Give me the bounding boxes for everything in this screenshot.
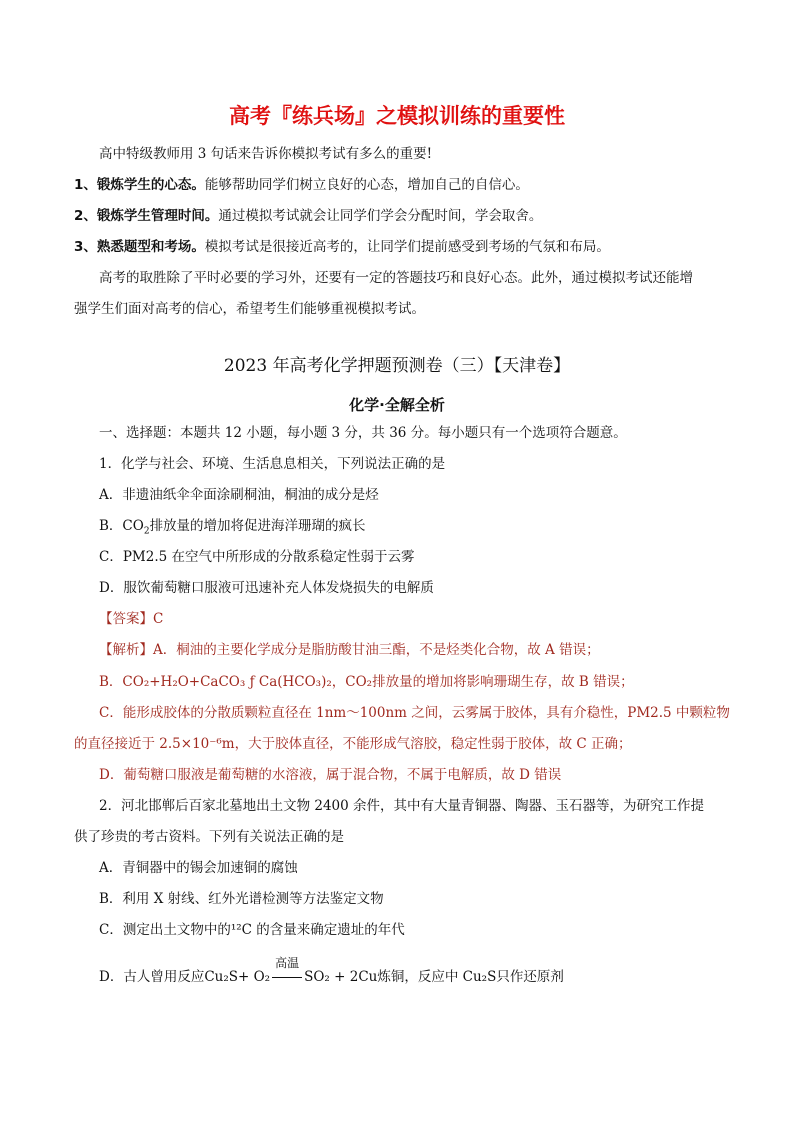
intro-point-2 [74, 206, 542, 226]
q1-answer-label: 【答案】 [99, 611, 153, 627]
q1-answer [99, 609, 163, 629]
q1-analysis-d: D．葡萄糖口服液是葡萄糖的水溶液，属于混合物，不属于电解质，故 D 错误 [99, 767, 562, 783]
q1-option-a: A．非遗油纸伞伞面涂刷桐油，桐油的成分是烃 [99, 487, 379, 503]
q1-stem: 1．化学与社会、环境、生活息息相关，下列说法正确的是 [99, 456, 446, 472]
intro-point-3-text: 模拟考试是很接近高考的，让同学们提前感受到考场的气氛和布局。 [204, 239, 610, 255]
q1-analysis-label: 【解析】 [99, 642, 153, 658]
reaction-condition: 高温 [275, 956, 300, 970]
intro-lead: 高中特级教师用 3 句话来告诉你模拟考试有多么的重要! [99, 146, 433, 162]
intro-point-3-head: 3、熟悉题型和考场。 [74, 239, 205, 255]
intro-point-3 [74, 237, 610, 257]
q2-option-c: C．测定出土文物中的¹²C 的含量来确定遗址的年代 [99, 922, 405, 938]
q1-option-c: C．PM2.5 在空气中所形成的分散系稳定性弱于云雾 [99, 549, 415, 565]
q2-option-a: A．青铜器中的锡会加速铜的腐蚀 [99, 860, 298, 876]
q1-option-b-pre: B．CO [99, 518, 144, 534]
intro-point-1 [74, 175, 529, 195]
q2-option-d-rhs: SO₂ + 2Cu [304, 969, 378, 985]
intro-paragraph-line-1: 高考的取胜除了平时必要的学习外，还要有一定的答题技巧和良好心态。此外，通过模拟考试还能增 [99, 270, 693, 286]
q1-analysis-c-line-1: C．能形成胶体的分散质颗粒直径在 1nm～100nm 之间，云雾属于胶体，具有介稳性，PM2.5 中颗粒物 [99, 705, 730, 721]
exam-subtitle: 化学·全解全析 [349, 396, 445, 414]
intro-point-2-text: 通过模拟考试就会让同学们学会分配时间，学会取舍。 [218, 208, 543, 224]
q2-option-d-pre: D．古人曾用反应 [99, 969, 205, 985]
exam-title: 2023 年高考化学押题预测卷（三）【天津卷】 [223, 356, 571, 376]
q1-analysis-b-equation: B．CO₂+H₂O+CaCO₃ ƒ Ca(HCO₃)₂， [99, 674, 346, 690]
intro-paragraph-line-2: 强学生们面对高考的信心，希望考生们能够重视模拟考试。 [74, 301, 425, 317]
q1-answer-value: C [153, 611, 164, 627]
intro-point-2-head: 2、锻炼学生管理时间。 [74, 208, 219, 224]
q1-analysis-c-line-2: 的直径接近于 2.5×10⁻⁶m，大于胶体直径，不能形成气溶胶，稳定性弱于胶体，故 C 正确； [74, 736, 632, 752]
q1-option-b-post: 排放量的增加将促进海洋珊瑚的疯长 [149, 518, 366, 534]
reaction-arrow [270, 956, 304, 987]
section-heading: 一、选择题：本题共 12 小题，每小题 3 分，共 36 分。每小题只有一个选项符合题意。 [99, 425, 627, 441]
q1-analysis-b [99, 672, 634, 692]
intro-point-1-text: 能够帮助同学们树立良好的心态，增加自己的自信心。 [204, 177, 529, 193]
q1-analysis-a-text: A．桐油的主要化学成分是脂肪酸甘油三酯，不是烃类化合物，故 A 错误； [153, 642, 600, 658]
intro-title: 高考『练兵场』之模拟训练的重要性 [229, 104, 565, 128]
intro-point-1-head: 1、锻炼学生的心态。 [74, 177, 205, 193]
q1-option-d: D．服饮葡萄糖口服液可迅速补充人体发烧损失的电解质 [99, 580, 434, 596]
q2-stem-line-1: 2．河北邯郸后百家北墓地出土文物 2400 余件，其中有大量青铜器、陶器、玉石器等，为研究工作提 [99, 798, 705, 814]
q2-option-b: B．利用 X 射线、红外光谱检测等方法鉴定文物 [99, 891, 384, 907]
q2-stem-line-2: 供了珍贵的考古资料。下列有关说法正确的是 [74, 829, 344, 845]
q1-option-b: B．$CO_2$排放量的增加将促进海洋珊瑚的疯长 [99, 518, 366, 537]
q1-analysis-a [99, 640, 600, 660]
q2-option-d-post: 炼铜，反应中 Cu₂S只作还原剂 [377, 969, 564, 985]
q1-analysis-b-text: CO₂排放量的增加将影响珊瑚生存，故 B 错误； [345, 674, 634, 690]
q2-option-d [99, 956, 564, 987]
q2-option-d-lhs: Cu₂S+ O₂ [204, 969, 271, 985]
